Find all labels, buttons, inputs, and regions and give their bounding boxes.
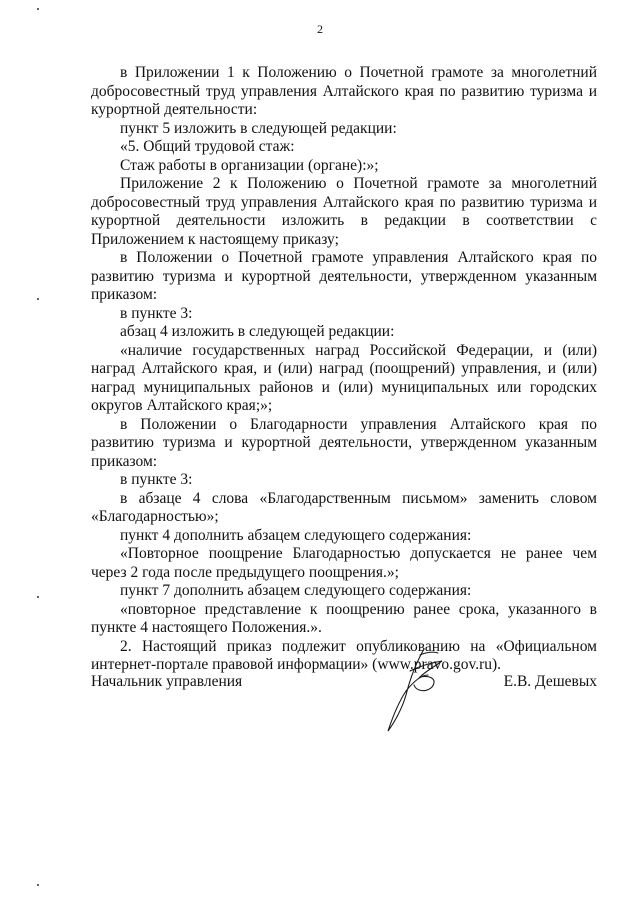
signatory-name: Е.В. Дешевых: [503, 673, 597, 690]
scan-dot: [37, 596, 39, 598]
paragraph: пункт 7 дополнить абзацем следующего содержания:: [120, 582, 472, 599]
page-number: 2: [317, 22, 323, 36]
paragraph: в Приложении 1 к Положению о Почетной грамоте за многолетний добросовестный труд управления Алтайского края по развитию туризма и курортной деятельности:: [91, 64, 597, 118]
paragraph: «повторное представление к поощрению ранее срока, указанного в пункте 4 настоящего Положения.».: [91, 600, 597, 636]
paragraph: «Повторное поощрение Благодарностью допускается не ранее чем через 2 года после предыдущего поощрения.»;: [91, 545, 597, 581]
paragraph: 2. Настоящий приказ подлежит опубликованию на «Официальном интернет-портале правовой информации» (www.pravo.gov.ru).: [91, 637, 597, 673]
document-body: [91, 64, 597, 675]
signature-row: [91, 673, 597, 693]
signatory-position: Начальник управления: [91, 673, 243, 690]
paragraph: «5. Общий трудовой стаж:: [120, 138, 295, 155]
scan-dot: [37, 8, 39, 10]
paragraph: в пункте 3:: [120, 471, 193, 488]
paragraph: в абзаце 4 слова «Благодарственным письмом» заменить словом «Благодарностью»;: [91, 489, 597, 525]
scan-dot: [37, 298, 39, 300]
scan-dot: [37, 884, 39, 886]
handwritten-signature: [380, 645, 450, 735]
paragraph: в пункте 3:: [120, 304, 193, 322]
paragraph: пункт 5 изложить в следующей редакции:: [120, 119, 397, 137]
paragraph: в Положении о Почетной грамоте управления Алтайского края по развитию туризма и курортной деятельности, утвержденном указанным приказом:: [91, 249, 597, 303]
paragraph: «наличие государственных наград Российской Федерации, и (или) наград Алтайского края, и (или) наград (поощрений) управления, и (или) наград муниципальных районов и (или) муниципальных или городских округов Алтайского края;»;: [91, 341, 597, 414]
paragraph: Приложение 2 к Положению о Почетной грамоте за многолетний добросовестный труд управления Алтайского края по развитию туризма и курортной деятельности изложить в редакции в соответствии с Приложением к настоящему приказу;: [91, 175, 597, 248]
paragraph: Стаж работы в организации (органе):»;: [120, 156, 379, 174]
paragraph: в Положении о Благодарности управления Алтайского края по развитию туризма и курортной деятельности, утвержденном указанным приказом:: [91, 415, 597, 470]
paragraph: пункт 4 дополнить абзацем следующего содержания:: [120, 526, 472, 544]
paragraph: абзац 4 изложить в следующей редакции:: [120, 323, 395, 340]
